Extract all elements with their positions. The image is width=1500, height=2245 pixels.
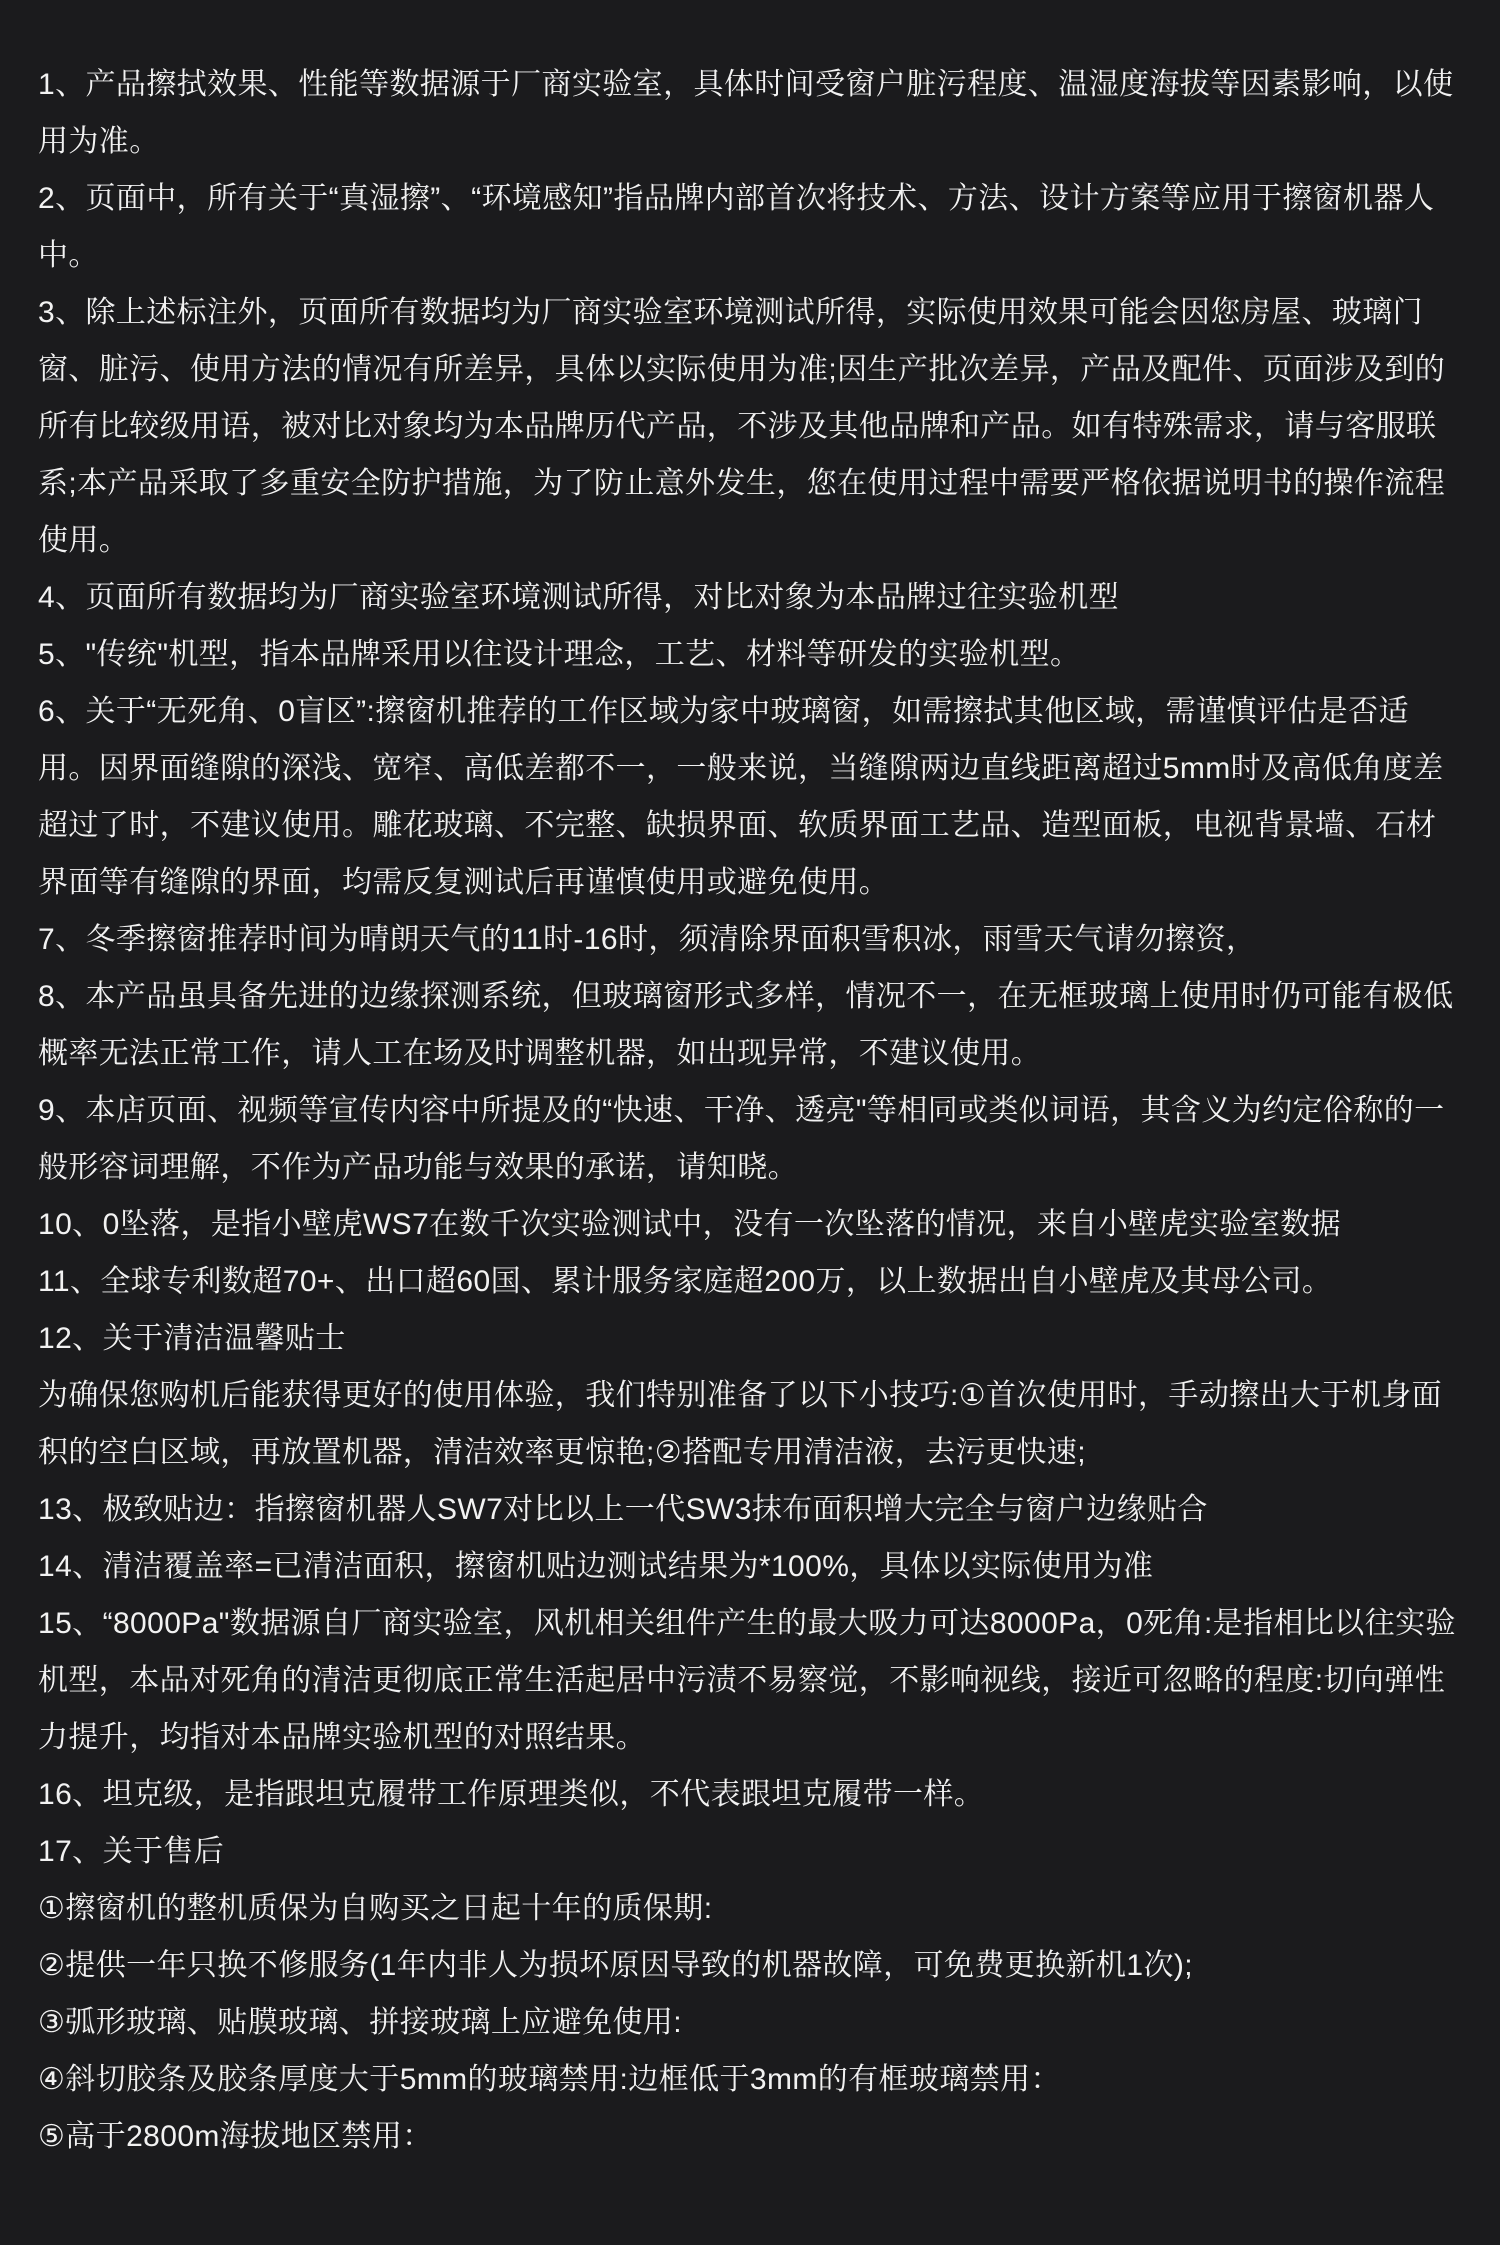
disclaimer-paragraph: 7、冬季擦窗推荐时间为晴朗天气的11时-16时，须清除界面积雪积冰，雨雪天气请勿擦资， (38, 923, 1257, 956)
disclaimer-paragraph: 8、本产品虽具备先进的边缘探测系统，但玻璃窗形式多样，情况不一，在无框玻璃上使用时仍可能有极低概率无法正常工作，请人工在场及时调整机器，如出现异常，不建议使用。 (38, 980, 1454, 1070)
disclaimer-paragraph: 为确保您购机后能获得更好的使用体验，我们特别准备了以下小技巧:①首次使用时，手动擦出大于机身面积的空白区域，再放置机器，清洁效率更惊艳;②搭配专用清洁液，去污更快速; (38, 1379, 1443, 1469)
disclaimer-paragraph: ④斜切胶条及胶条厚度大于5mm的玻璃禁用:边框低于3mm的有框玻璃禁用： (38, 2063, 1061, 2096)
disclaimer-paragraph: 17、关于售后 (38, 1835, 225, 1868)
disclaimer-paragraph: 10、0坠落，是指小壁虎WS7在数千次实验测试中，没有一次坠落的情况，来自小壁虎实验室数据 (38, 1208, 1342, 1241)
disclaimer-paragraph: 15、“8000Pa"数据源自厂商实验室，风机相关组件产生的最大吸力可达8000Pa，0死角:是指相比以往实验机型，本品对死角的清洁更彻底正常生活起居中污渍不易察觉，不影响视线，接近可忽略的程度:切向弹性力提升，均指对本品牌实验机型的对照结果。 (38, 1607, 1456, 1754)
disclaimer-paragraph: ②提供一年只换不修服务(1年内非人为损坏原因导致的机器故障，可免费更换新机1次); (38, 1949, 1193, 1982)
disclaimer-paragraph: 9、本店页面、视频等宣传内容中所提及的“快速、干净、透亮"等相同或类似词语，其含义为约定俗称的一般形容词理解，不作为产品功能与效果的承诺，请知晓。 (38, 1094, 1445, 1184)
disclaimer-paragraph: 4、页面所有数据均为厂商实验室环境测试所得，对比对象为本品牌过往实验机型 (38, 581, 1120, 614)
disclaimer-paragraph: ③弧形玻璃、贴膜玻璃、拼接玻璃上应避免使用: (38, 2006, 683, 2039)
disclaimer-list (38, 56, 1464, 2165)
disclaimer-paragraph: 14、清洁覆盖率=已清洁面积，擦窗机贴边测试结果为*100%，具体以实际使用为准 (38, 1550, 1154, 1583)
disclaimer-paragraph: 1、产品擦拭效果、性能等数据源于厂商实验室，具体时间受窗户脏污程度、温湿度海拔等因素影响，以使用为准。 (38, 68, 1454, 158)
disclaimer-paragraph: 12、关于清洁温馨贴士 (38, 1322, 346, 1355)
disclaimer-paragraph: 6、关于“无死角、0盲区”:擦窗机推荐的工作区域为家中玻璃窗，如需擦拭其他区域，需谨慎评估是否适用。因界面缝隙的深浅、宽窄、高低差都不一，一般来说，当缝隙两边直线距离超过5mm时及高低角度差超过了时，不建议使用。雕花玻璃、不完整、缺损界面、软质界面工艺品、造型面板，电视背景墙、石材界面等有缝隙的界面，均需反复测试后再谨慎使用或避免使用。 (38, 695, 1444, 899)
disclaimer-paragraph: 3、除上述标注外，页面所有数据均为厂商实验室环境测试所得，实际使用效果可能会因您房屋、玻璃门窗、脏污、使用方法的情况有所差异，具体以实际使用为准;因生产批次差异，产品及配件、页面涉及到的所有比较级用语，被对比对象均为本品牌历代产品，不涉及其他品牌和产品。如有特殊需求，请与客服联系;本产品采取了多重安全防护措施，为了防止意外发生，您在使用过程中需要严格依据说明书的操作流程使用。 (38, 296, 1446, 557)
disclaimer-paragraph: 5、"传统"机型，指本品牌采用以往设计理念，工艺、材料等研发的实验机型。 (38, 638, 1081, 671)
disclaimer-paragraph: 13、极致贴边：指擦窗机器人SW7对比以上一代SW3抹布面积增大完全与窗户边缘贴合 (38, 1493, 1208, 1526)
disclaimer-paragraph: 11、全球专利数超70+、出口超60国、累计服务家庭超200万，以上数据出自小壁虎及其母公司。 (38, 1265, 1333, 1298)
disclaimer-paragraph: 16、坦克级，是指跟坦克履带工作原理类似，不代表跟坦克履带一样。 (38, 1778, 985, 1811)
disclaimer-paragraph: 2、页面中，所有关于“真湿擦”、“环境感知”指品牌内部首次将技术、方法、设计方案等应用于擦窗机器人中。 (38, 182, 1435, 272)
disclaimer-paragraph: ①擦窗机的整机质保为自购买之日起十年的质保期: (38, 1892, 713, 1925)
disclaimer-paragraph: ⑤高于2800m海拔地区禁用： (38, 2120, 433, 2153)
